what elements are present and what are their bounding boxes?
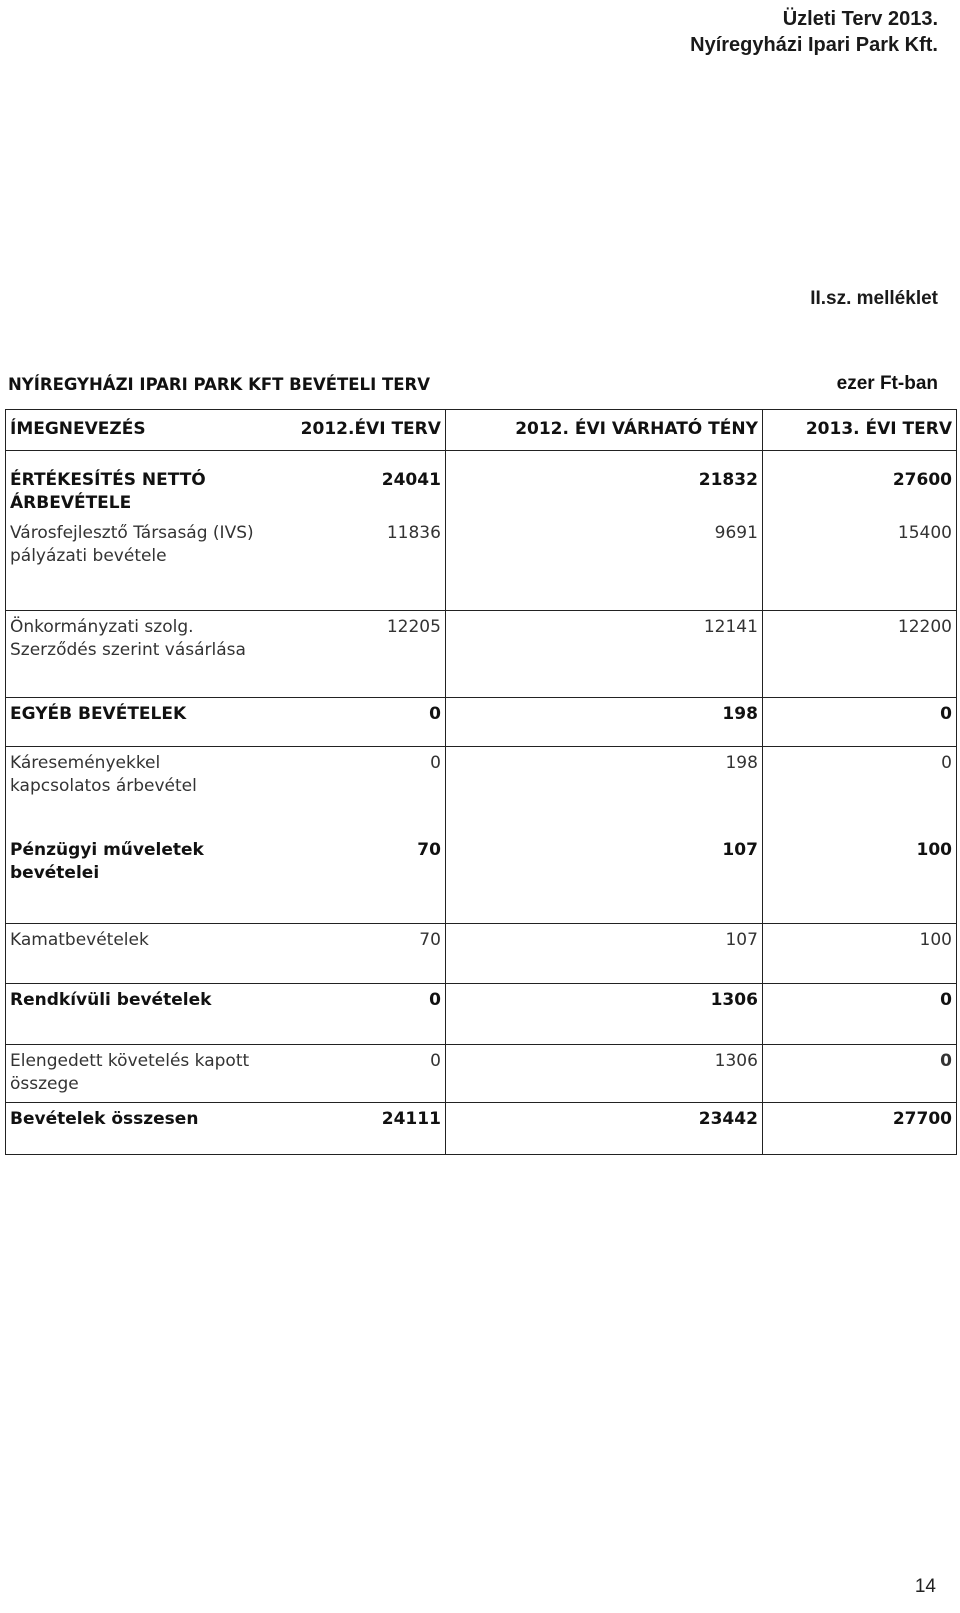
table-row-total: [6, 1103, 957, 1155]
cell-2012-expected: 198: [445, 747, 762, 834]
row-label: Elengedett követelés kapott összege: [6, 1045, 260, 1103]
col-header-name: ÍMEGNEVEZÉS: [6, 410, 260, 451]
table-row: [6, 611, 957, 698]
table-row: [6, 747, 957, 834]
cell-2012-plan: 0: [260, 984, 446, 1045]
col-header-2012-expected: 2012. ÉVI VÁRHATÓ TÉNY: [445, 410, 762, 451]
annex-label: II.sz. melléklet: [810, 288, 938, 309]
cell-2013-plan: 0: [762, 747, 956, 834]
row-label: Pénzügyi műveletek bevételei: [6, 834, 260, 924]
cell-2013-plan: 0: [762, 1045, 956, 1103]
table-row: [6, 924, 957, 984]
header-line-2: Nyíregyházi Ipari Park Kft.: [690, 34, 938, 56]
row-label: Önkormányzati szolg. Szerződés szerint vásárlása: [6, 611, 260, 698]
table-row: [6, 1045, 957, 1103]
cell-2013-plan: 0: [762, 698, 956, 747]
cell-2012-expected: 107: [445, 924, 762, 984]
cell-2013-plan: 100: [762, 924, 956, 984]
page-number: 14: [914, 1576, 936, 1597]
row-label: Káreseményekkel kapcsolatos árbevétel: [6, 747, 260, 834]
cell-2013-plan: 27700: [762, 1103, 956, 1155]
table-row: [6, 984, 957, 1045]
cell-2013-plan: 100: [762, 834, 956, 924]
cell-2013-plan: 27600: [762, 451, 956, 517]
cell-2012-expected: 1306: [445, 984, 762, 1045]
cell-2013-plan: 15400: [762, 517, 956, 611]
cell-2012-plan: 70: [260, 924, 446, 984]
col-header-2012-plan: 2012.ÉVI TERV: [260, 410, 446, 451]
table-row: [6, 517, 957, 611]
row-label: ÉRTÉKESÍTÉS NETTÓ ÁRBEVÉTELE: [6, 451, 260, 517]
cell-2012-expected: 107: [445, 834, 762, 924]
cell-2012-expected: 23442: [445, 1103, 762, 1155]
row-label: EGYÉB BEVÉTELEK: [6, 698, 260, 747]
cell-2012-plan: 0: [260, 747, 446, 834]
cell-2012-expected: 198: [445, 698, 762, 747]
table-row: [6, 834, 957, 924]
cell-2012-plan: 11836: [260, 517, 446, 611]
table-row: [6, 698, 957, 747]
row-label: Kamatbevételek: [6, 924, 260, 984]
cell-2012-expected: 9691: [445, 517, 762, 611]
row-label: Bevételek összesen: [6, 1103, 260, 1155]
table-title: NYÍREGYHÁZI IPARI PARK KFT BEVÉTELI TERV: [8, 375, 430, 394]
table-header-row: [6, 410, 957, 451]
cell-2012-expected: 1306: [445, 1045, 762, 1103]
cell-2012-expected: 12141: [445, 611, 762, 698]
cell-2012-plan: 0: [260, 698, 446, 747]
cell-2012-plan: 24041: [260, 451, 446, 517]
header-line-1: Üzleti Terv 2013.: [782, 8, 938, 30]
cell-2013-plan: 12200: [762, 611, 956, 698]
table-row: [6, 451, 957, 517]
cell-2013-plan: 0: [762, 984, 956, 1045]
cell-2012-expected: 21832: [445, 451, 762, 517]
cell-2012-plan: 0: [260, 1045, 446, 1103]
revenue-plan-table: [5, 409, 957, 1155]
document-header: [690, 6, 938, 58]
cell-2012-plan: 70: [260, 834, 446, 924]
cell-2012-plan: 24111: [260, 1103, 446, 1155]
unit-label: ezer Ft-ban: [836, 373, 938, 394]
col-header-2013-plan: 2013. ÉVI TERV: [762, 410, 956, 451]
cell-2012-plan: 12205: [260, 611, 446, 698]
row-label: Rendkívüli bevételek: [6, 984, 260, 1045]
row-label: Városfejlesztő Társaság (IVS) pályázati bevétele: [6, 517, 260, 611]
